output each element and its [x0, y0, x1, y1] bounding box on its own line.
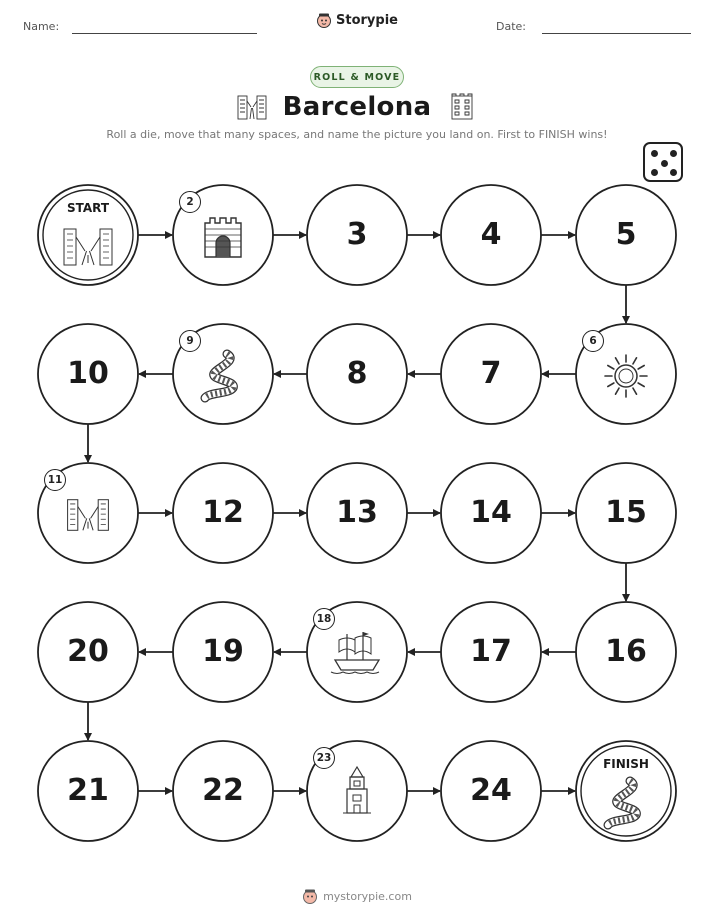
instructions: Roll a die, move that many spaces, and name the picture you land on. First to FINISH wins! [106, 128, 608, 141]
brand-name: Storypie [336, 12, 398, 28]
space-number-badge: 6 [582, 330, 604, 352]
finish-label: FINISH [603, 757, 649, 771]
space-number: 21 [67, 773, 109, 808]
space-number: 5 [615, 217, 637, 252]
footer-site[interactable]: mystorypie.com [323, 889, 412, 903]
space-number-badge: 2 [179, 191, 201, 213]
space-number-badge: 9 [179, 330, 201, 352]
space-number: 19 [202, 634, 244, 669]
category-pill: ROLL & MOVE [310, 66, 404, 88]
space-number: 20 [67, 634, 109, 669]
space-number: 14 [470, 495, 512, 530]
start-label: START [66, 201, 110, 215]
space-number-badge: 18 [313, 608, 335, 630]
footer [0, 888, 714, 907]
space-number: 17 [470, 634, 512, 669]
space-number: 7 [480, 356, 502, 391]
space-number: 13 [336, 495, 378, 530]
date-label: Date: [496, 20, 526, 33]
space-number: 22 [202, 773, 244, 808]
space-number: 24 [470, 773, 512, 808]
space-number: 3 [346, 217, 368, 252]
space-number: 4 [480, 217, 502, 252]
space-number-badge: 23 [313, 747, 335, 769]
space-number: 15 [605, 495, 647, 530]
space-number: 12 [202, 495, 244, 530]
space-number-badge: 11 [44, 469, 66, 491]
storypie-logo-icon [302, 888, 318, 904]
name-label: Name: [23, 20, 60, 33]
space-number: 16 [605, 634, 647, 669]
space-number: 10 [67, 356, 109, 391]
space-number: 8 [346, 356, 368, 391]
board-space-1 [38, 185, 138, 285]
page-title: Barcelona [282, 92, 432, 122]
